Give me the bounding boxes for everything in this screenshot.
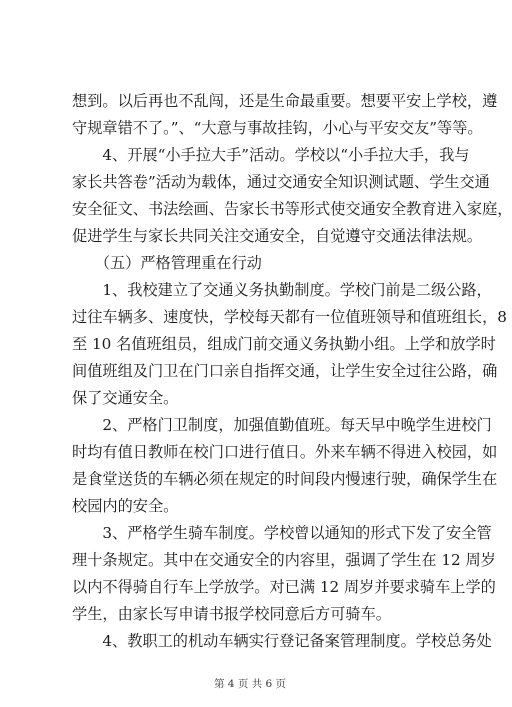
text-line: 间值班组及门卫在门口亲自指挥交通，让学生安全过往公路，确 (72, 362, 498, 380)
text-line: 守规章错不了。”、“大意与事故挂钩，小心与平安交友”等等。 (72, 119, 483, 137)
text-line: 至 10 名值班组员，组成门前交通义务执勤小组。上学和放学时 (72, 335, 496, 353)
text-line: 学生，由家长写申请书报学校同意后方可骑车。 (72, 605, 391, 623)
text-line: 想到。以后再也不乱闯，还是生命最重要。想要平安上学校，遵 (72, 92, 498, 110)
text-line: 保了交通安全。 (72, 389, 179, 407)
text-line: 安全征文、书法绘画、告家长书等形式使交通安全教育进入家庭， (72, 200, 512, 218)
text-line: 时均有值日教师在校门口进行值日。外来车辆不得进入校园，如 (72, 443, 498, 461)
text-line: 4、开展“小手拉大手”活动。学校以“小手拉大手，我与 (72, 146, 470, 164)
text-line: 3、严格学生骑车制度。学校曾以通知的形式下发了安全管 (72, 524, 492, 542)
text-line: 是食堂送货的车辆必须在规定的时间段内慢速行驶，确保学生在 (72, 470, 498, 488)
text-line: 1、我校建立了交通义务执勤制度。学校门前是二级公路， (72, 281, 492, 299)
text-line: 校园内的安全。 (72, 497, 179, 515)
text-line: 2、严格门卫制度，加强值勤值班。每天早中晚学生进校门 (72, 416, 492, 434)
text-line: 4、教职工的机动车辆实行登记备案管理制度。学校总务处 (72, 632, 492, 650)
text-line: 理十条规定。其中在交通安全的内容里，强调了学生在 12 周岁 (72, 551, 496, 569)
text-line: 促进学生与家长共同关注交通安全，自觉遵守交通法律法规。 (72, 227, 483, 245)
text-line: 以内不得骑自行车上学放学。对已满 12 周岁并要求骑车上学的 (72, 578, 496, 596)
text-line: 家长共答卷”活动为载体，通过交通安全知识测试题、学生交通 (72, 173, 490, 191)
section-heading: （五）严格管理重在行动 (72, 254, 262, 272)
text-line: 过往车辆多、速度快，学校每天都有一位值班领导和值班组长，8 (72, 308, 507, 326)
document-body (72, 88, 512, 655)
page-number-footer: 第 4 页 共 6 页 (213, 678, 287, 690)
